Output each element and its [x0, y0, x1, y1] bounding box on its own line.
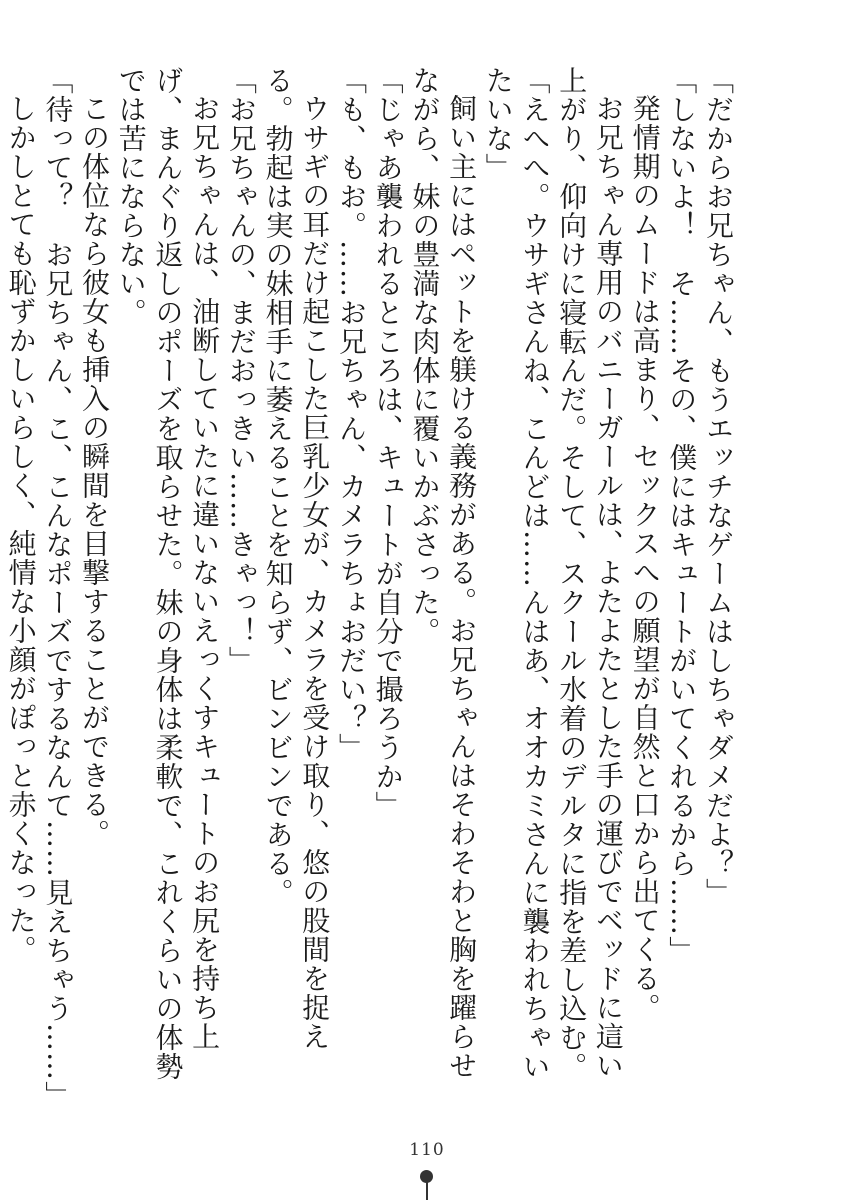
paragraph: しかしとても恥ずかしいらしく、純情な小顔がぽっと赤くなった。	[4, 94, 38, 964]
paragraph: お兄ちゃん専用のバニーガールは、よたよたとした手の運びでベッドに這い上がり、仰向けに寝転んだ。そして、スクール水着のデルタに指を差し込む。	[555, 66, 625, 1081]
vertical-body-text	[4, 66, 736, 1110]
paragraph: 「えへへ。ウサギさんね、こんどは……んはあ、オオカミさんに襲われちゃいたいな」	[481, 66, 552, 1081]
paragraph: ウサギの耳だけ起こした巨乳少女が、カメラを受け取り、悠の股間を捉える。勃起は実の妹相手に萎えることを知らず、ビンビンである。	[261, 66, 332, 1051]
paragraph: 「だからお兄ちゃん、もうエッチなゲームはしちゃダメだよ？」	[702, 66, 735, 907]
paragraph: 「お兄ちゃんの、まだおっきい……きゃっ！」	[224, 66, 258, 675]
page-number: 110	[409, 1140, 445, 1160]
paragraph: この体位なら彼女も挿入の瞬間を目撃することができる。	[78, 94, 112, 848]
paragraph: 飼い主にはペットを躾ける義務がある。お兄ちゃんはそわそわと胸を躍らせながら、妹の豊満な肉体に覆いかぶさった。	[408, 66, 479, 1080]
paragraph: 「も、もお。……お兄ちゃん、カメラちょおだい？」	[334, 66, 368, 762]
folio-line-ornament	[426, 1182, 428, 1200]
paragraph: 「待って？ お兄ちゃん、こ、こんなポーズでするなんて……見えちゃう……」	[41, 66, 75, 1110]
paragraph: 発情期のムードは高まり、セックスへの願望が自然と口から出てくる。	[628, 94, 662, 1022]
paragraph: 「じゃあ襲われるところは、キュートが自分で撮ろうか」	[371, 66, 405, 820]
paragraph: 「しないよ！ そ……その、僕にはキュートがいてくれるから……」	[665, 66, 699, 965]
paragraph: お兄ちゃんは、油断していたに違いないえっくすキュートのお尻を持ち上げ、まんぐり返しのポーズを取らせた。妹の身体は柔軟で、これくらいの体勢では苦にならない。	[114, 66, 222, 1081]
